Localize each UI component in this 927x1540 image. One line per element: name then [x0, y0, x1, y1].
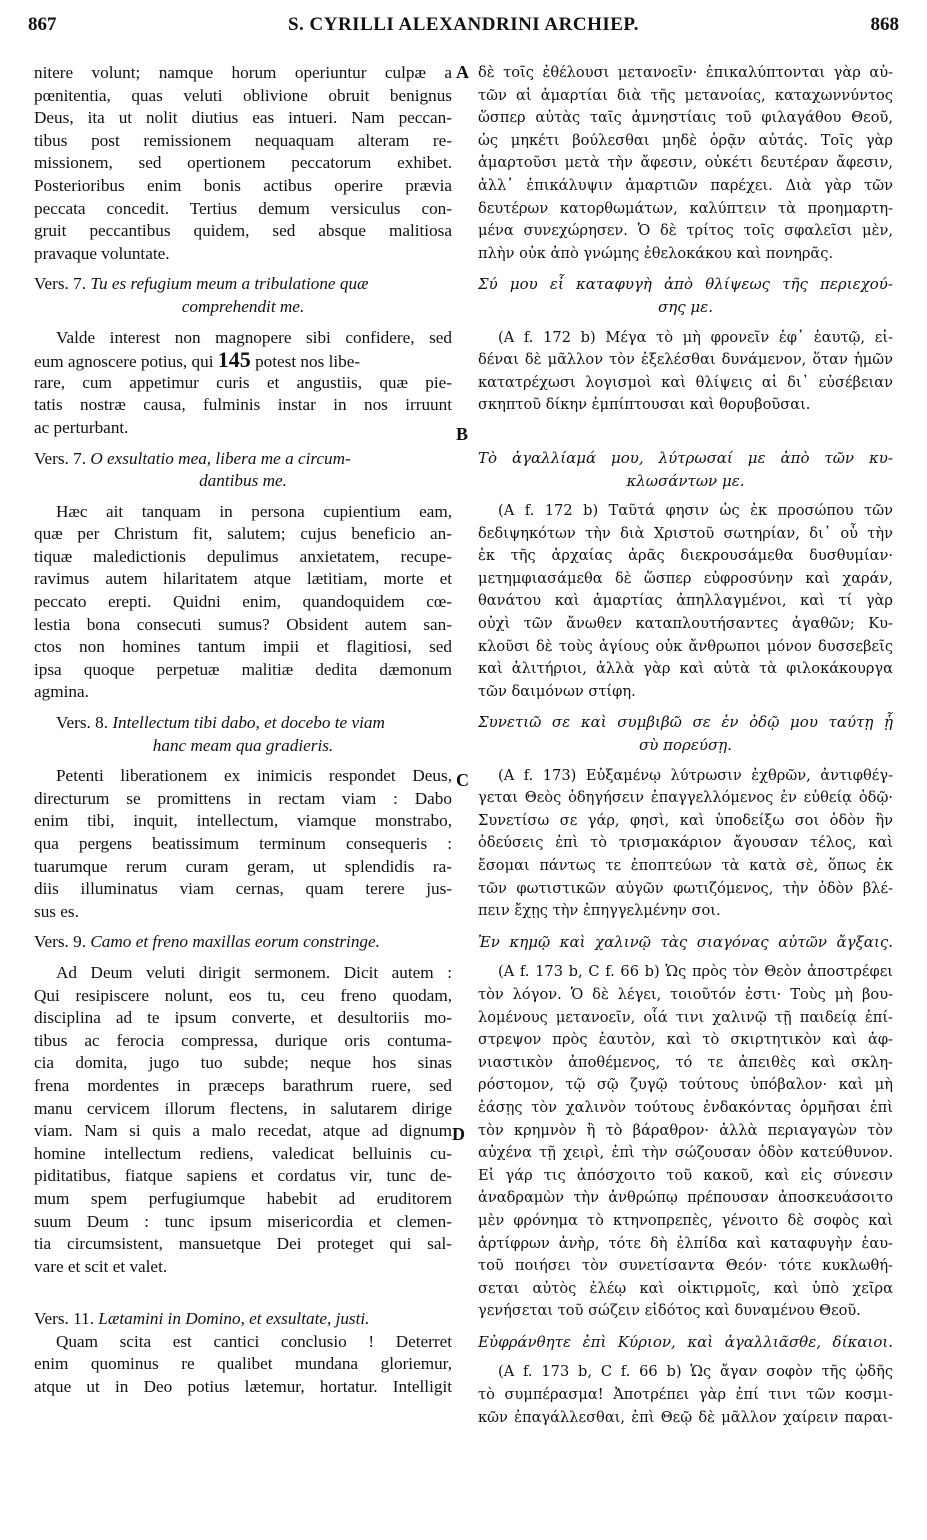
- latin-paragraph-6: [34, 1331, 452, 1399]
- text-line: μετημφιασάμεθα δὲ ὥσπερ εὐφροσύνην καὶ χαράν,: [478, 569, 893, 587]
- text-line: Valde interest non magnopere sibi confidere, sed: [56, 327, 452, 347]
- margin-marker-d: D: [452, 1124, 465, 1144]
- greek-paragraph-4: [478, 765, 893, 923]
- text-line: pœnitentia, quas veluti oblivione obruit benignus: [34, 85, 452, 105]
- text-line: Quam scita est cantici conclusio ! Deterret: [56, 1331, 452, 1351]
- text-line: viam. Nam si quis a malo recedat, atque ad dignum: [34, 1121, 452, 1141]
- text-line: τὸν λόγον. Ὁ δὲ λέγει, τοιοῦτόν ἐστι· Τοὺς μὴ βου-: [478, 985, 893, 1003]
- text-line: atque ut in Deo potius lætemur, hortatur. Intelligit: [34, 1377, 452, 1397]
- text-line: δεδιψηκότων τὴν διὰ Χριστοῦ σωτηρίαν, δι᾽ οὗ τὴν: [478, 524, 893, 542]
- verse-label: Vers. 8.: [56, 713, 109, 733]
- margin-marker-b: B: [456, 424, 469, 444]
- text-line: pravaque voluntate.: [34, 243, 170, 263]
- greek-verse-heading-5: Εὐφράνθητε ἐπὶ Κύριον, καὶ ἀγαλλιᾶσθε, δίκαιοι.: [478, 1332, 893, 1351]
- text-line: οὐχὶ τῶν ἄνωθεν καταπλουτήσαντες ἀγαθῶν; Κυ-: [478, 615, 893, 633]
- text-line: μένα συνεχώρησεν. Ὁ δὲ τρίτος τοῖς σφαλεῖσι μὲν,: [478, 222, 893, 240]
- text-line: ἀλλ᾽ ἐπικάλυψιν ἁμαρτιῶν παρέχει. Διὰ γὰρ τῶν: [478, 176, 893, 194]
- text-line: ac perturbant.: [34, 417, 129, 437]
- greek-paragraph-3: [478, 500, 893, 703]
- text-span: potest nos libe-: [250, 352, 361, 372]
- text-line: τῶν αἱ ἁμαρτίαι διὰ τῆς μετανοίας, καταχωννύντος: [478, 86, 893, 104]
- greek-verse-heading-1-continued: σης με.: [658, 297, 713, 316]
- latin-paragraph-5: [34, 962, 452, 1278]
- text-line: tia circumsistent, mansuetque Dei proteget qui sal-: [34, 1234, 452, 1254]
- text-line: πειν ἔχῃς τὴν ἐπηγγελμένην σοι.: [478, 902, 721, 920]
- text-line: Qui resipiscere nolunt, eos tu, ceu freno quodam,: [34, 985, 452, 1005]
- greek-paragraph-2: [478, 327, 893, 417]
- text-line: qua pergens beatissimum terminum consequeris :: [34, 834, 452, 853]
- greek-verse-heading-1: Σύ μου εἶ καταφυγὴ ἀπὸ θλίψεως τῆς περιεχού-: [478, 275, 893, 294]
- latin-column: [34, 62, 452, 1399]
- text-line: θανάτου καὶ ἁμαρτίας ἀπηλλαγμένοι, καὶ τί γὰρ: [478, 592, 893, 610]
- text-line: diis illuminatus viam cernas, quam terere jus-: [34, 879, 452, 899]
- verse-text-continued: dantibus me.: [199, 471, 287, 491]
- text-line: αὐχένα τῇ χειρὶ, ἐπὶ τὴν σώζουσαν ὁδὸν κατεύθυνον.: [478, 1144, 893, 1162]
- text-line: tiquæ maledictionis depulimus anxietatem, recupe-: [34, 546, 452, 566]
- text-line: τοῦ ποιήσει τὸν συνετίσαντα Θεόν· τότε κυκλωθή-: [478, 1257, 893, 1275]
- text-line: tibus post remissionem nequaquam alteram re-: [34, 130, 452, 150]
- text-line: δέναι δὲ μᾶλλον τὸν ἐξελέσθαι δυνάμενον, ὅταν ἡμῶν: [478, 351, 893, 369]
- text-line: ρόστομον, τῷ σῷ ζυγῷ τούτους ὑπόβαλον· καὶ μὴ: [478, 1076, 893, 1094]
- text-line: Deus, ita ut nolit diutius eas intueri. Nam peccan-: [34, 108, 452, 128]
- text-line: νιαστικὸν ἀποθέμενος, τό τε ἀπειθὲς καὶ σκλη-: [478, 1053, 893, 1071]
- text-line: ὥσπερ αὐτὰς ταῖς ἀμνηστίαις τοῦ φιλαγάθου Θεοῦ,: [478, 109, 893, 127]
- verse-heading-11: [34, 1308, 452, 1331]
- verse-text: Lætamini in Domino, et exsultate, justi.: [98, 1309, 370, 1329]
- greek-verse-heading-2: Τὸ ἀγαλλίαμά μου, λύτρωσαί με ἀπὸ τῶν κυ-: [478, 448, 893, 467]
- page-header: [28, 14, 899, 44]
- text-line: missionem, sed opertionem peccatorum exhibet.: [34, 153, 452, 173]
- text-line: vare et scit et valet.: [34, 1256, 168, 1276]
- greek-verse-heading-4: Ἐν κημῷ καὶ χαλινῷ τὰς σιαγόνας αὐτῶν ἄγξαις.: [478, 932, 893, 951]
- text-line: ὡς μηκέτι βούλεσθαι μηδὲ ὁρᾷν αὐτάς. Τοῖς γὰρ: [478, 131, 893, 149]
- text-line: (A f. 172 b) Μέγα τὸ μὴ φρονεῖν ἐφ᾽ ἑαυτῷ, εἰ-: [498, 328, 893, 346]
- verse-label: Vers. 11.: [34, 1309, 94, 1329]
- text-line: ἀναδραμὼν τὴν ἀνθρώπῳ πρέπουσαν ἀποσκευάσοιτο: [478, 1189, 893, 1207]
- text-line: (A f. 173 b, C f. 66 b) Ὡς ἄγαν σοφὸν τῆς ᾠδῆς: [498, 1363, 893, 1381]
- text-line: Hæc ait tanquam in persona cupientium eam,: [56, 501, 452, 521]
- text-line: (A f. 173 b, C f. 66 b) Ὡς πρὸς τὸν Θεὸν ἀποστρέφει: [498, 963, 893, 981]
- text-line: manu cervicem illorum flectens, in salutarem dirige: [34, 1098, 452, 1118]
- greek-paragraph-1: [478, 62, 893, 265]
- greek-verse-heading-2-continued: κλωσάντων με.: [626, 471, 745, 490]
- greek-column: [478, 62, 893, 1429]
- text-line: Ad Deum veluti dirigit sermonem. Dicit autem :: [56, 962, 452, 982]
- text-line: ctos non homines tantum impii et flagitiosi, sed: [34, 637, 452, 657]
- verse-heading-7b: [34, 448, 452, 471]
- text-line: ἀρτίφρων ἀνὴρ, τότε δὴ ἐλπίδα καὶ καταφυγὴν ἑαυ-: [478, 1234, 893, 1252]
- text-line: Συνετίσω σε γάρ, φησὶ, καὶ ὑποδείξω σοι ὁδὸν ἣν: [478, 811, 893, 829]
- text-line: σκηπτοῦ δίκην ἐμπίπτουσαι καὶ θορυβοῦσαι.: [478, 396, 811, 414]
- text-line: γενήσεται τοῦ σώζειν εἰδότος καὶ δυναμένου Θεοῦ.: [478, 1302, 861, 1320]
- latin-paragraph-3: [34, 501, 452, 704]
- text-line: δευτέρων κατορθωμάτων, καλύπτειν τὰ προημαρτη-: [478, 199, 893, 217]
- text-line: enim quominus re qualibet mundana gloriemur,: [34, 1354, 452, 1374]
- text-line: rare, cum appetimur curis et angustiis, quæ pie-: [34, 372, 452, 392]
- text-line: Posterioribus enim bonis actibus operire prævia: [34, 175, 452, 195]
- text-line: mum spem perfugiumque habebit ad eruditorem: [34, 1188, 452, 1208]
- right-page-number: 868: [870, 14, 899, 35]
- verse-text: Camo et freno maxillas eorum constringe.: [90, 932, 380, 952]
- text-line: tatis nostræ causa, fulminis instar in nos irruunt: [34, 395, 452, 415]
- text-line: piditatibus, fiatque sapiens et cordatus vir, tunc de-: [34, 1166, 452, 1186]
- text-line: σεται αὐτὸς ἐλέῳ καὶ οἰκτιρμοῖς, καὶ ὑπὸ χεῖρα: [478, 1279, 893, 1297]
- text-line: κατατρέχωσι λογισμοὶ καὶ θλίψεις αἱ δι᾽ εὐσέβειαν: [478, 373, 893, 391]
- text-line: Petenti liberationem ex inimicis respondet Deus,: [56, 766, 452, 786]
- text-line: directurum se promittens in rectam viam : Dabo: [34, 788, 452, 808]
- verse-label: Vers. 7.: [34, 448, 87, 468]
- text-line: γεται Θεὸς ὁδηγήσειν ἐπαγγελλόμενος ἐν εὐθείᾳ ὁδῷ·: [478, 789, 893, 807]
- running-title: S. CYRILLI ALEXANDRINI ARCHIEP.: [287, 14, 640, 35]
- text-line: τὸ συμπέρασμα! Ἀποτρέπει γὰρ ἐπί τινι τῶν κοσμι-: [478, 1386, 893, 1404]
- text-line: enim tibi, inquit, intellectum, viamque monstrabo,: [34, 811, 452, 831]
- text-line: tuarumque rerum curam geram, ut splendidis ra-: [34, 856, 452, 876]
- text-line: κῶν ἐπαγάλλεσθαι, ἐπὶ Θεῷ δὲ μᾶλλον χαίρειν παραι-: [478, 1408, 893, 1426]
- text-line: τῶν δαιμόνων στίφη.: [478, 682, 636, 700]
- margin-marker-c: C: [456, 770, 469, 790]
- text-line: λομένους μετανοεῖν, οἷά τινι χαλινῷ τῇ παιδείᾳ ἐπί-: [478, 1008, 893, 1026]
- text-line: ὁδεύσεις ἐπὶ τὸ τρισμακάριον ἄγουσαν τέλος, καὶ: [478, 834, 893, 852]
- text-line: ravimus autem hilaritatem atque lætitiam, morte et: [34, 569, 452, 589]
- text-line: (A f. 173) Εὐξαμένῳ λύτρωσιν ἐχθρῶν, ἀντιφθέγ-: [498, 766, 893, 784]
- text-line: sus es.: [34, 901, 79, 921]
- text-line: frena mordentes in præceps barathrum ruere, sed: [34, 1075, 452, 1095]
- text-line: nitere volunt; namque horum operiuntur culpæ a: [34, 63, 452, 82]
- text-line: gruit peccantibus quidem, sed absque malitiosa: [34, 221, 452, 241]
- latin-paragraph-2: [34, 327, 452, 440]
- verse-text: Tu es refugium meum a tribulatione quæ: [90, 274, 369, 294]
- verse-text-continued: comprehendit me.: [181, 296, 305, 316]
- text-line: πλὴν οὐκ ἀπὸ γνώμης ἐθελοκάκου καὶ πονηρᾶς.: [478, 244, 834, 262]
- latin-paragraph-4: [34, 765, 452, 923]
- greek-paragraph-6: [478, 1361, 893, 1429]
- text-line: peccato erepti. Quidni enim, quandoquidem cœ-: [34, 592, 452, 612]
- text-line: tibus ac ferocia compressa, durique oris contuma-: [34, 1030, 452, 1050]
- text-line: ἔσομαι πάντως τε ἐποπτεύων τὰ κατὰ σὲ, ὅπως ἐκ: [478, 857, 893, 874]
- text-line: καὶ ἀλιτήριοι, ἀλλὰ γὰρ καὶ αὐτὰ τὰ φιλοκάκουργα: [478, 660, 893, 678]
- verse-heading-7a: [34, 273, 452, 296]
- text-line: cia domita, jugo tuo subde; neque hos sinas: [34, 1053, 452, 1073]
- text-line: agmina.: [34, 682, 89, 702]
- greek-verse-heading-3-continued: σὺ πορεύσῃ.: [639, 736, 732, 755]
- greek-paragraph-5: [478, 961, 893, 1323]
- text-line: ipsa quoque perpetuæ malitiæ dedita dæmonum: [34, 659, 452, 679]
- text-line: [34, 349, 452, 372]
- text-line: peccata concedit. Tertius demum versiculus con-: [34, 198, 452, 218]
- text-line: ἐάσῃς τὸν χαλινὸν τούτους ἐνδακόντας ὁρμῆσαι ἐπὶ: [478, 1098, 893, 1116]
- verse-label: Vers. 9.: [34, 932, 87, 952]
- text-line: quæ per Christum fit, salutem; cujus beneficio an-: [34, 524, 452, 544]
- left-page-number: 867: [28, 14, 57, 35]
- text-span: eum agnoscere potius, qui: [34, 352, 218, 372]
- text-line: μὲν φρόνημα τὸ κτηνοπρεπὲς, γένοιτο δὲ σοφὸς καὶ: [478, 1211, 893, 1229]
- verse-text-continued: hanc meam qua gradieris.: [152, 735, 334, 755]
- text-line: homine intellectum rediens, valedicat belluinis cu-: [34, 1143, 452, 1163]
- column-number-145: 145: [217, 349, 251, 372]
- text-line: τῶν φωτιστικῶν αὐγῶν φωτιζόμενος, τὴν ὁδὸν βλέ-: [478, 879, 893, 897]
- text-line: κλοῦσι δὲ τοὺς ἁγίους οὐκ ἄνθρωποι μόνον δυσσεβεῖς: [478, 637, 893, 655]
- text-line: disciplina ad te ipsum converte, et desultoriis mo-: [34, 1008, 452, 1028]
- verse-heading-8: [34, 712, 452, 735]
- verse-text: Intellectum tibi dabo, et docebo te viam: [112, 713, 385, 733]
- text-line: ἁμαρτοῦσι μετὰ τὴν ἄφεσιν, οὐκέτι δευτέραν ἄφεσιν,: [478, 154, 893, 172]
- text-line: (A f. 172 b) Ταῦτά φησιν ὡς ἐκ προσώπου τῶν: [498, 502, 893, 520]
- text-line: suum Deum : tunc ipsum misericordia et clemen-: [34, 1211, 452, 1231]
- latin-paragraph-1: [34, 62, 452, 265]
- text-line: Εἰ γάρ τις ἀπόσχοιτο τοῦ κακοῦ, καὶ εἰς σύνεσιν: [478, 1166, 893, 1184]
- greek-verse-heading-3: Συνετιῶ σε καὶ συμβιβῶ σε ἐν ὁδῷ μου ταύτῃ ᾗ: [478, 713, 893, 732]
- text-line: δὲ τοῖς ἐθέλουσι μετανοεῖν· ἐπικαλύπτονται γὰρ αὐ-: [478, 64, 893, 81]
- verse-label: Vers. 7.: [34, 274, 87, 294]
- verse-text: O exsultatio mea, libera me a circum-: [90, 448, 351, 468]
- verse-heading-9: [34, 931, 452, 954]
- margin-marker-a: A: [456, 62, 469, 82]
- text-line: τὸν κρημνὸν ἢ τὸ βάραθρον· ἀλλὰ περιαγαγὼν τὸν: [478, 1121, 893, 1139]
- text-line: ἐκ τῆς ἀρχαίας ἀρᾶς διεκρουσάμεθα δυσθυμίαν·: [478, 547, 893, 565]
- text-line: lestia bona consecuti sumus? Obsident autem san-: [34, 614, 452, 634]
- text-line: στρεψον πρὸς ἑαυτὸν, καὶ τὸ σκιρτητικὸν καὶ ἀφ-: [478, 1031, 893, 1049]
